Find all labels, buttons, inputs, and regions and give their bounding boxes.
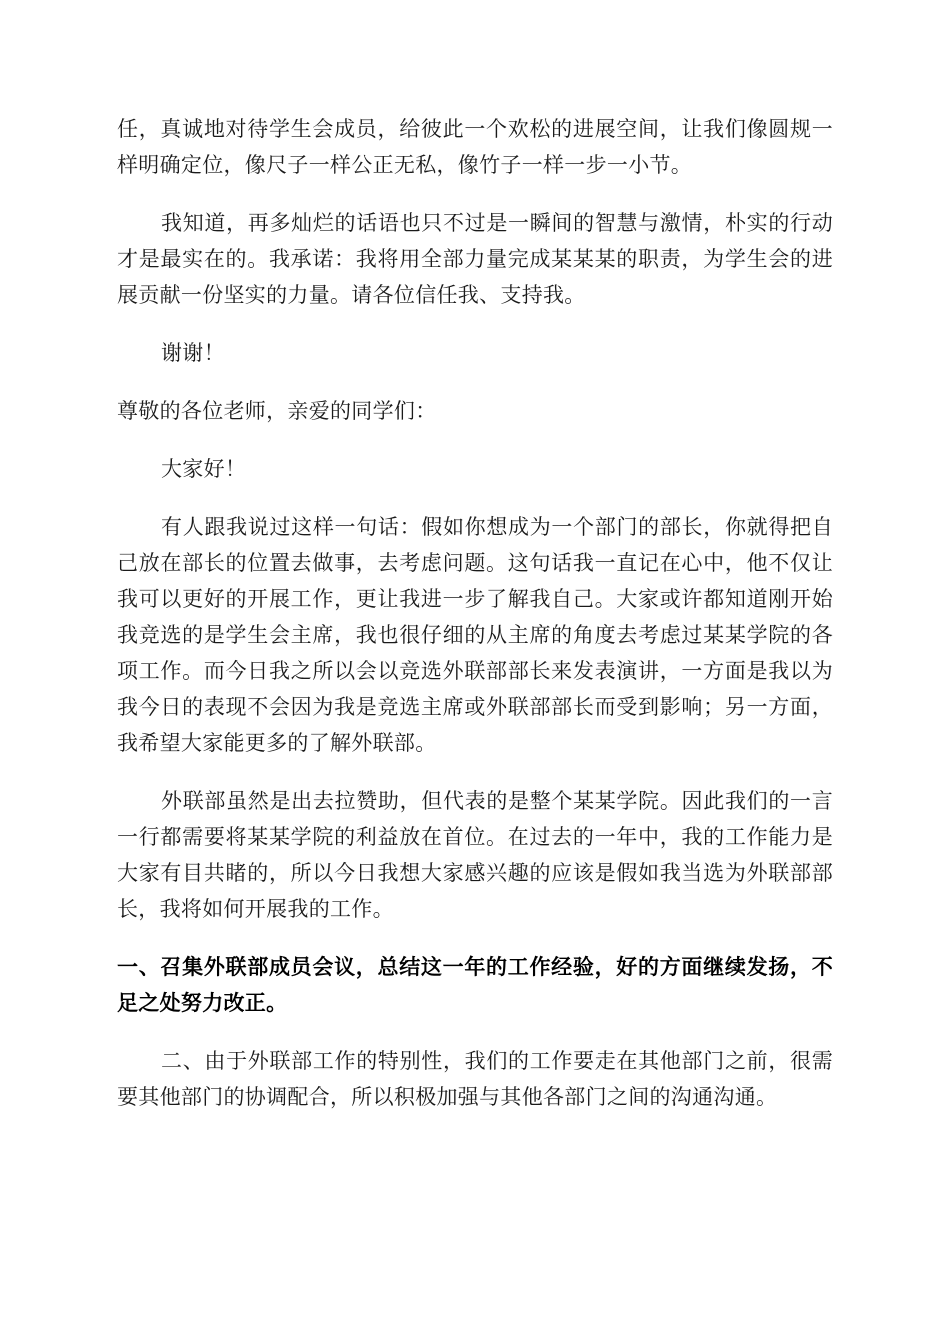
document-body bbox=[117, 111, 833, 1137]
paragraph-thanks: 谢谢！ bbox=[161, 341, 225, 365]
paragraph-intro: 有人跟我说过这样一句话：假如你想成为一个部门的部长，你就得把自己放在部长的位置去做事，去考虑问题。这句话我一直记在心中，他不仅让我可以更好的开展工作，更让我进一步了解我自己。大家或许都知道刚开始我竞选的是学生会主席，我也很仔细的从主席的角度去考虑过某某学院的各项工作。而今日我之所以会以竞选外联部部长来发表演讲，一方面是我以为我今日的表现不会因为我是竞选主席或外联部部长而受到影响；另一方面，我希望大家能更多的了解外联部。 bbox=[117, 515, 833, 755]
paragraph-point-one: 一、召集外联部成员会议，总结这一年的工作经验，好的方面继续发扬，不足之处努力改正。 bbox=[117, 955, 833, 1015]
paragraph-salutation: 尊敬的各位老师，亲爱的同学们： bbox=[117, 399, 437, 423]
paragraph-department: 外联部虽然是出去拉赞助，但代表的是整个某某学院。因此我们的一言一行都需要将某某学院的利益放在首位。在过去的一年中，我的工作能力是大家有目共睹的，所以今日我想大家感兴趣的应该是假如我当选为外联部部长，我将如何开展我的工作。 bbox=[117, 789, 833, 921]
paragraph-continuation: 任，真诚地对待学生会成员，给彼此一个欢松的进展空间，让我们像圆规一样明确定位，像尺子一样公正无私，像竹子一样一步一小节。 bbox=[117, 117, 833, 177]
paragraph-greeting: 大家好！ bbox=[161, 457, 247, 481]
paragraph-point-two: 二、由于外联部工作的特别性，我们的工作要走在其他部门之前，很需要其他部门的协调配合，所以积极加强与其他各部门之间的沟通沟通。 bbox=[117, 1049, 833, 1109]
paragraph-promise: 我知道，再多灿烂的话语也只不过是一瞬间的智慧与激情，朴实的行动才是最实在的。我承诺：我将用全部力量完成某某某的职责，为学生会的进展贡献一份坚实的力量。请各位信任我、支持我。 bbox=[117, 211, 833, 307]
